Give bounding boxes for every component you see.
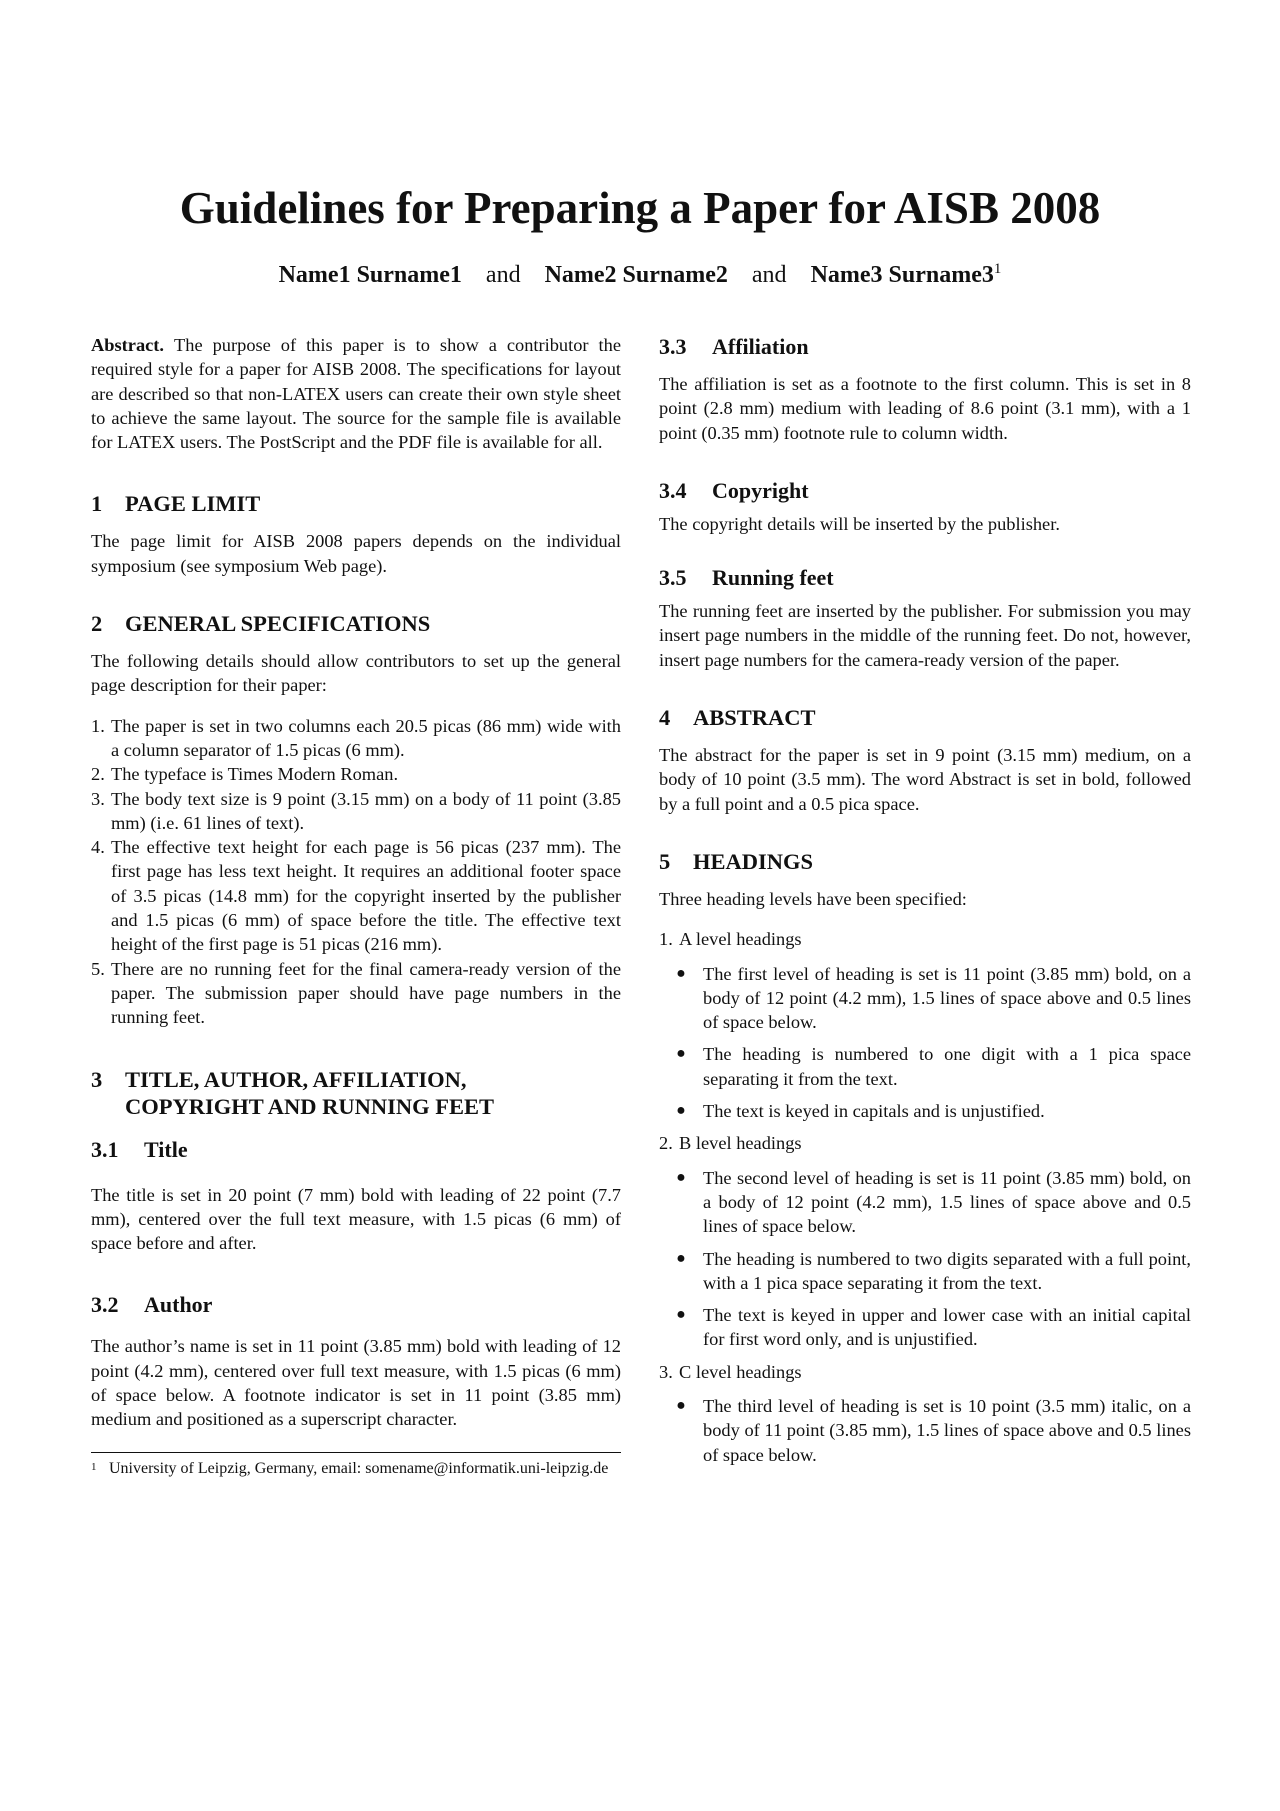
author-line bbox=[0, 260, 1280, 290]
heading-level-b: 2. B level headings bbox=[659, 1133, 802, 1154]
level-b-bullets bbox=[659, 1166, 1191, 1352]
section-3-4-text: The copyright details will be inserted by the publisher. bbox=[659, 513, 1060, 534]
spec-list bbox=[91, 714, 621, 1030]
level-a-bullets bbox=[659, 962, 1191, 1124]
section-2-heading bbox=[91, 610, 621, 637]
section-4-heading: 4 ABSTRACT bbox=[659, 705, 816, 731]
section-title: GENERAL SPECIFICATIONS bbox=[125, 611, 431, 637]
abstract-text: The purpose of this paper is to show a contributor the required style for a paper for AISB 2008. The specifications for layout are described so that non-LATEX users can create their own style sheet to achieve the same layout. The source for the sample file is available for LATEX users. The PostScript and the PDF file is available for all. bbox=[91, 335, 621, 453]
author-footnote-mark: 1 bbox=[993, 261, 1002, 277]
page-title: Guidelines for Preparing a Paper for AISB 2008 bbox=[179, 183, 1101, 233]
section-title: TITLE, AUTHOR, AFFILIATION, COPYRIGHT AND RUNNING FEET bbox=[125, 1066, 494, 1119]
list-item: 5. There are no running feet for the final camera-ready version of the paper. The submission paper should have page numbers in the running feet. bbox=[91, 958, 621, 1028]
section-number: 2 bbox=[91, 611, 103, 637]
list-item: ● The third level of heading is set is 10 point (3.5 mm) italic, on a body of 11 point (3.85 mm), 1.5 lines of space above and 0.5 lines of space below. bbox=[676, 1396, 1191, 1465]
author-2: Name2 Surname2 bbox=[544, 262, 728, 288]
heading-level-c: 3. C level headings bbox=[659, 1361, 802, 1382]
list-item: ● The text is keyed in upper and lower case with an initial capital for first word only, and is unjustified. bbox=[676, 1305, 1191, 1350]
author-1: Name1 Surname1 bbox=[278, 262, 462, 288]
section-4-text: The abstract for the paper is set in 9 point (3.15 mm) medium, on a body of 10 point (3.5 mm). The word Abstract is set in bold, followed by a full point and a 0.5 pica space. bbox=[659, 745, 1191, 814]
author-3: Name3 Surname3 bbox=[810, 262, 994, 288]
list-item: 2. The typeface is Times Modern Roman. bbox=[91, 764, 399, 785]
list-item: ● The heading is numbered to two digits separated with a full point, with a 1 pica space separating it from the text. bbox=[676, 1248, 1191, 1293]
list-item: ● The heading is numbered to one digit with a 1 pica space separating it from the text. bbox=[676, 1044, 1191, 1089]
author-and-2: and bbox=[751, 262, 787, 288]
section-title: PAGE LIMIT bbox=[125, 491, 261, 517]
section-3-2-heading: 3.2 Author bbox=[91, 1292, 213, 1318]
section-5-text: Three heading levels have been specified: bbox=[659, 888, 967, 909]
list-item: ● The first level of heading is set is 11 point (3.85 mm) bold, on a body of 12 point (4.2 mm), 1.5 lines of space above and 0.5 lines of space below. bbox=[676, 963, 1191, 1033]
list-item: 3. The body text size is 9 point (3.15 mm) on a body of 11 point (3.85 mm) (i.e. 61 lines of text). bbox=[91, 788, 621, 833]
section-number: 3 bbox=[91, 1066, 103, 1092]
list-item: ● The text is keyed in capitals and is unjustified. bbox=[676, 1101, 1045, 1122]
heading-level-a: 1. A level headings bbox=[659, 929, 802, 950]
section-3-5-text: The running feet are inserted by the publisher. For submission you may insert page numbers in the middle of the running feet. Do not, however, insert page numbers for the camera-ready version of the paper. bbox=[659, 601, 1191, 670]
section-5-heading: 5 HEADINGS bbox=[659, 848, 814, 874]
right-column bbox=[659, 333, 1191, 1475]
section-3-4-heading: 3.4 Copyright bbox=[659, 477, 809, 503]
author-and-1: and bbox=[485, 262, 521, 288]
section-3-5-heading: 3.5 Running feet bbox=[659, 565, 834, 591]
section-3-1-heading: 3.1 Title bbox=[91, 1136, 188, 1162]
abstract bbox=[91, 333, 621, 454]
section-3-heading bbox=[91, 1066, 621, 1120]
section-2-text: The following details should allow contributors to set up the general page description for their paper: bbox=[91, 651, 621, 696]
section-3-1-text: The title is set in 20 point (7 mm) bold with leading of 22 point (7.7 mm), centered over the full text measure, with 1.5 picas (6 mm) of space before and after. bbox=[91, 1184, 621, 1254]
section-3-3-text: The affiliation is set as a footnote to the first column. This is set in 8 point (2.8 mm) medium with leading of 8.6 point (3.1 mm), with a 1 point (0.35 mm) footnote rule to column width. bbox=[659, 374, 1191, 443]
list-item: ● The second level of heading is set is 11 point (3.85 mm) bold, on a body of 12 point (4.2 mm), 1.5 lines of space above and 0.5 lines of space below. bbox=[676, 1167, 1191, 1237]
level-c-bullets bbox=[659, 1394, 1191, 1467]
abstract-label: Abstract. bbox=[91, 335, 165, 355]
section-1-heading bbox=[91, 490, 621, 517]
list-item: 4. The effective text height for each page is 56 picas (237 mm). The first page has less text height. It requires an additional footer space of 3.5 picas (14.8 mm) for the copyright inserted by the publisher and 1.5 picas (6 mm) of space before the title. The effective text height of the first page is 51 picas (216 mm). bbox=[91, 837, 621, 955]
section-3-2-text: The author’s name is set in 11 point (3.85 mm) bold with leading of 12 point (4.2 mm), centered over full text measure, with 1.5 picas (6 mm) of space below. A footnote indicator is set in 11 point (3.85 mm) medium and positioned as a superscript character. bbox=[91, 1336, 621, 1430]
affiliation-footnote: 1 University of Leipzig, Germany, email: somename@informatik.uni-leipzig.de bbox=[91, 1459, 609, 1477]
section-3-3-heading: 3.3 Affiliation bbox=[659, 334, 809, 359]
list-item: 1. The paper is set in two columns each 20.5 picas (86 mm) wide with a column separator of 1.5 picas (6 mm). bbox=[91, 715, 621, 760]
footnote-rule bbox=[91, 1452, 621, 1453]
left-column bbox=[91, 333, 621, 1479]
section-number: 1 bbox=[91, 491, 103, 517]
section-1-text: The page limit for AISB 2008 papers depends on the individual symposium (see symposium Web page). bbox=[91, 531, 621, 576]
